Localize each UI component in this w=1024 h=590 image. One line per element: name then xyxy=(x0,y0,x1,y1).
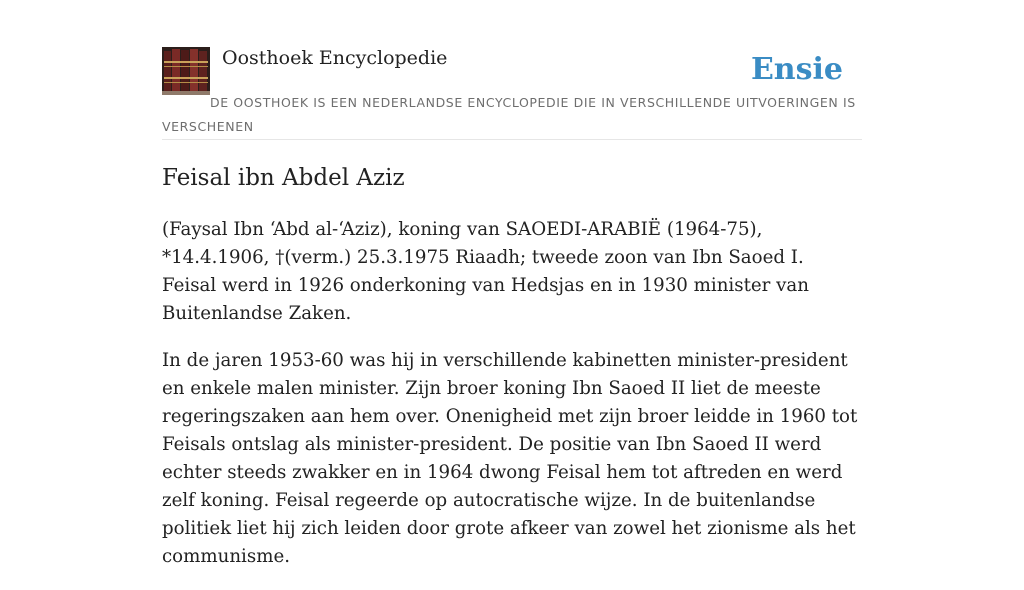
article-body xyxy=(162,216,862,590)
article-paragraph: In de jaren 1953-60 was hij in verschillende kabinetten minister-president en enkele malen minister. Zijn broer koning Ibn Saoed II liet de meeste regeringszaken aan hem over. Onenigheid met zijn broer leidde in 1960 tot Feisals ontslag als minister-president. De positie van Ibn Saoed II werd echter steeds zwakker en in 1964 dwong Feisal hem tot aftreden en werd zelf koning. Feisal regeerde op autocratische wijze. In de buitenlandse politiek liet hij zich leiden door grote afkeer van zowel het zionisme als het communisme. xyxy=(162,350,858,567)
site-header xyxy=(162,46,862,140)
encyclopedia-books-icon[interactable] xyxy=(162,47,210,95)
brand-logo[interactable]: Ensie xyxy=(750,52,843,87)
site-tagline: DE OOSTHOEK IS EEN NEDERLANDSE ENCYCLOPEDIE DIE IN VERSCHILLENDE UITVOERINGEN IS VERSCHENEN xyxy=(162,95,856,134)
site-name[interactable]: Oosthoek Encyclopedie xyxy=(222,47,448,69)
article-paragraph: (Faysal Ibn ʻAbd al-ʻAziz), koning van SAOEDI-ARABIË (1964-75), *14.4.1906, †(verm.) 25.3.1975 Riaadh; tweede zoon van Ibn Saoed I. Feisal werd in 1926 onderkoning van Hedsjas en in 1930 minister van Buitenlandse Zaken. xyxy=(162,219,809,324)
article-title: Feisal ibn Abdel Aziz xyxy=(162,165,405,191)
